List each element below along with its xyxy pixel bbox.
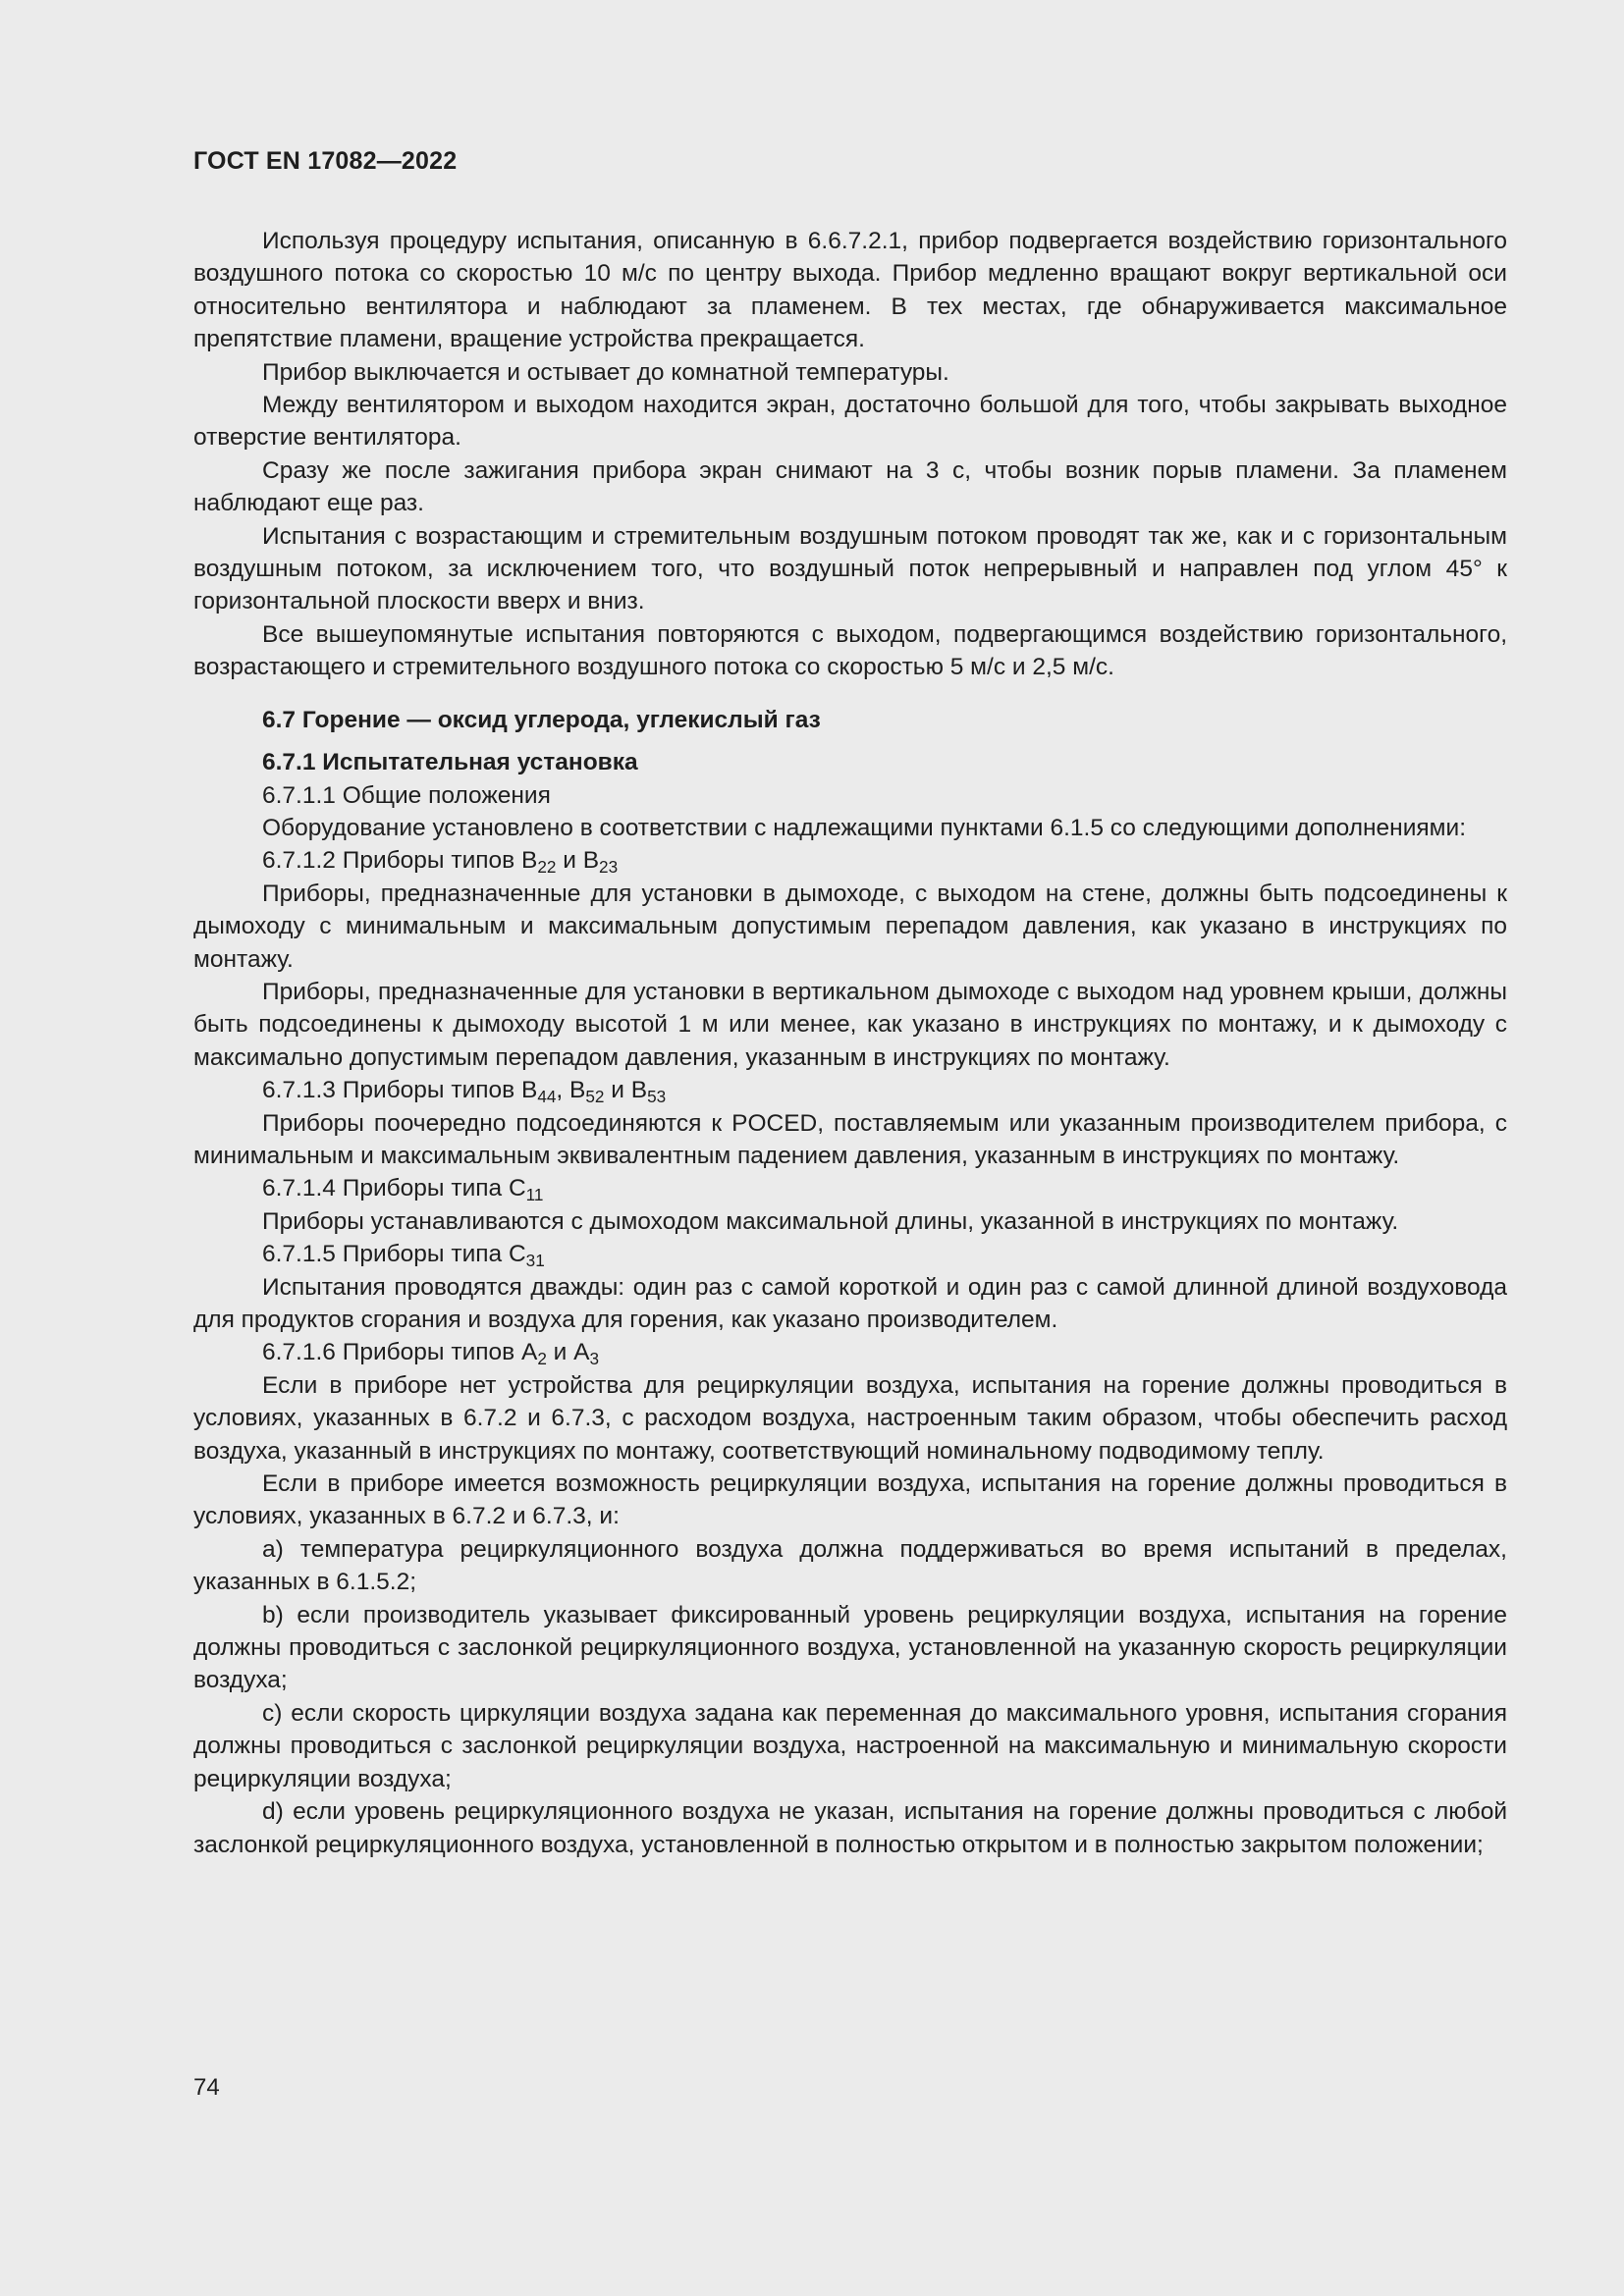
page-number: 74 bbox=[193, 2074, 220, 2101]
section-heading-6-7-1: 6.7.1 Испытательная установка bbox=[262, 749, 638, 776]
subsection-6-7-1-6: 6.7.1.6 Приборы типов $A_2$ и $A_3$ bbox=[262, 1339, 600, 1369]
list-item-a: a) температура рециркуляционного воздуха должна поддерживаться во время испытаний в пределах, указанных в 6.1.5.2; bbox=[193, 1535, 1507, 1596]
list-item-b: b) если производитель указывает фиксированный уровень рециркуляции воздуха, испытания на горение должны проводиться с заслонкой рециркуляционного воздуха, установленной на указанную скорость рециркуляции воздуха; bbox=[193, 1601, 1507, 1694]
section-heading-6-7: 6.7 Горение — оксид углерода, углекислый газ bbox=[262, 706, 821, 733]
subsection-6-7-1-3: 6.7.1.3 Приборы типов $B_{44}$, $B_{52}$ и $B_{53}$ bbox=[262, 1077, 667, 1107]
page-body bbox=[193, 225, 1507, 1861]
subsection-6-7-1-1: 6.7.1.1 Общие положения bbox=[262, 781, 551, 809]
paragraph: Прибор выключается и остывает до комнатной температуры. bbox=[262, 358, 949, 386]
list-item-d: d) если уровень рециркуляционного воздуха не указан, испытания на горение должны проводиться с любой заслонкой рециркуляционного воздуха, установленной в полностью открытом и в полностью закрытом положении; bbox=[193, 1798, 1507, 1858]
paragraph: Испытания проводятся дважды: один раз с самой короткой и один раз с самой длинной длиной воздуховода для продуктов сгорания и воздуха для горения, как указано производителем. bbox=[193, 1273, 1507, 1333]
document-header: ГОСТ EN 17082—2022 bbox=[193, 147, 458, 175]
paragraph: Сразу же после зажигания прибора экран снимают на 3 с, чтобы возник порыв пламени. За пламенем наблюдают еще раз. bbox=[193, 456, 1507, 517]
paragraph: Если в приборе нет устройства для рециркуляции воздуха, испытания на горение должны проводиться в условиях, указанных в 6.7.2 и 6.7.3, с расходом воздуха, настроенным таким образом, чтобы обеспечить расход воздуха, указанный в инструкциях по монтажу, соответствующий номинальному подводимому теплу. bbox=[193, 1371, 1507, 1465]
subsection-6-7-1-2: 6.7.1.2 Приборы типов $B_{22}$ и $B_{23}$ bbox=[262, 847, 619, 878]
paragraph: Все вышеупомянутые испытания повторяются с выходом, подвергающимся воздействию горизонтального, возрастающего и стремительного воздушного потока со скоростью 5 м/с и 2,5 м/с. bbox=[193, 620, 1507, 681]
paragraph: Используя процедуру испытания, описанную в 6.6.7.2.1, прибор подвергается воздействию горизонтального воздушного потока со скоростью 10 м/с по центру выхода. Прибор медленно вращают вокруг вертикальной оси относительно вентилятора и наблюдают за пламенем. В тех местах, где обнаруживается максимальное препятствие пламени, вращение устройства прекращается. bbox=[193, 228, 1507, 353]
paragraph: Приборы устанавливаются с дымоходом максимальной длины, указанной в инструкциях по монтажу. bbox=[262, 1207, 1399, 1235]
paragraph: Между вентилятором и выходом находится экран, достаточно большой для того, чтобы закрывать выходное отверстие вентилятора. bbox=[193, 392, 1507, 452]
subsection-6-7-1-4: 6.7.1.4 Приборы типа $C_{11}$ bbox=[262, 1175, 544, 1205]
paragraph: Испытания с возрастающим и стремительным воздушным потоком проводят так же, как и с горизонтальным воздушным потоком, за исключением того, что воздушный поток непрерывный и направлен под углом 45° к горизонтальной плоскости вверх и вниз. bbox=[193, 522, 1507, 615]
paragraph: Приборы, предназначенные для установки в вертикальном дымоходе с выходом над уровнем крыши, должны быть подсоединены к дымоходу высотой 1 м или менее, как указано в инструкциях по монтажу, и к дымоходу с максимально допустимым перепадом давления, указанным в инструкциях по монтажу. bbox=[193, 978, 1507, 1071]
paragraph: Приборы, предназначенные для установки в дымоходе, с выходом на стене, должны быть подсоединены к дымоходу с минимальным и максимальным допустимым перепадом давления, как указано в инструкциях по монтажу. bbox=[193, 880, 1507, 973]
paragraph: Приборы поочередно подсоединяются к POCED, поставляемым или указанным производителем прибора, с минимальным и максимальным эквивалентным падением давления, указанным в инструкциях по монтажу. bbox=[193, 1109, 1507, 1169]
paragraph: Оборудование установлено в соответствии с надлежащими пунктами 6.1.5 со следующими дополнениями: bbox=[262, 814, 1467, 841]
list-item-c: c) если скорость циркуляции воздуха задана как переменная до максимального уровня, испытания сгорания должны проводиться с заслонкой рециркуляции воздуха, настроенной на максимальную и минимальную скорости рециркуляции воздуха; bbox=[193, 1699, 1507, 1792]
subsection-6-7-1-5: 6.7.1.5 Приборы типа $C_{31}$ bbox=[262, 1241, 545, 1271]
paragraph: Если в приборе имеется возможность рециркуляции воздуха, испытания на горение должны проводиться в условиях, указанных в 6.7.2 и 6.7.3, и: bbox=[193, 1470, 1507, 1530]
